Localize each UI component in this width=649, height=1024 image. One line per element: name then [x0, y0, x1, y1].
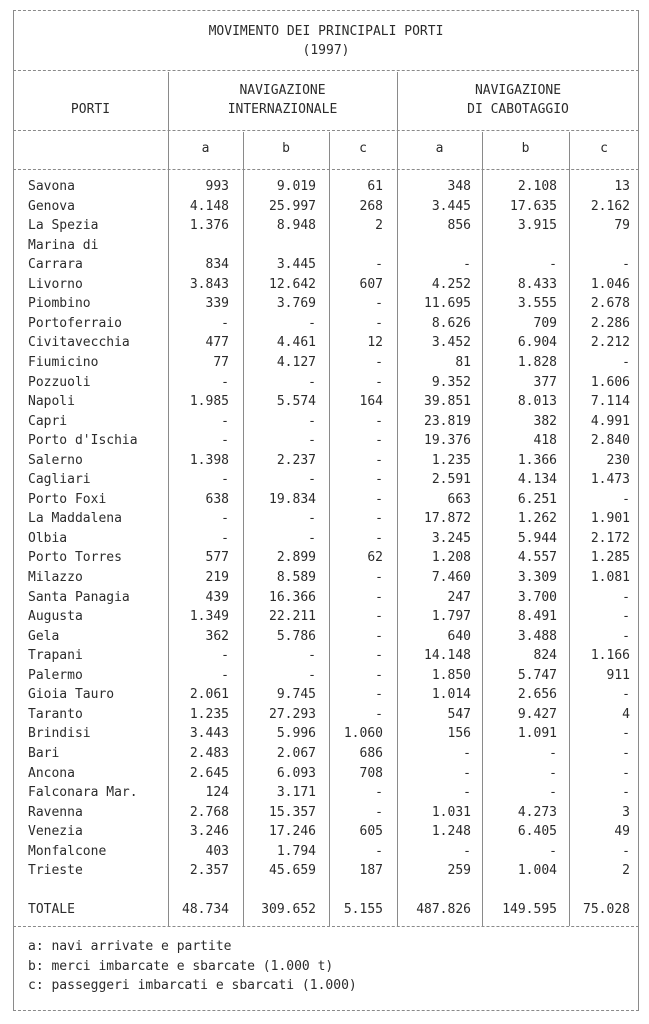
subheader-cab-c: c — [600, 141, 608, 156]
value-intl-a: 2.768 — [189, 804, 229, 820]
value-cab-b: 6.251 — [517, 491, 557, 507]
right-border — [638, 10, 639, 1010]
value-intl-a: 1.349 — [189, 609, 229, 625]
value-intl-c: - — [375, 413, 383, 429]
value-cab-a: 7.460 — [431, 570, 471, 585]
value-cab-b: 1.262 — [517, 511, 557, 527]
value-intl-c: 607 — [359, 276, 383, 292]
value-intl-b: 5.786 — [276, 628, 316, 644]
total-cab-c: 75.028 — [583, 902, 630, 917]
value-intl-c: - — [375, 296, 383, 312]
value-intl-b: 6.093 — [276, 765, 316, 781]
value-intl-c: 268 — [359, 198, 383, 214]
port-name: Genova — [28, 198, 75, 214]
value-cab-a: 1.248 — [431, 824, 471, 840]
legend-b: b: merci imbarcate e sbarcate (1.000 t) — [28, 959, 334, 974]
value-cab-b: 3.915 — [517, 218, 557, 234]
value-intl-b: 9.019 — [276, 179, 316, 194]
value-intl-a: 4.148 — [189, 198, 229, 214]
value-intl-b: 17.246 — [269, 824, 316, 840]
value-cab-c: - — [622, 745, 630, 761]
value-cab-c: - — [622, 843, 630, 859]
value-intl-a: 362 — [205, 628, 229, 644]
value-cab-b: 6.904 — [517, 335, 557, 351]
value-cab-a: - — [463, 843, 471, 859]
title-rule — [13, 70, 639, 71]
value-cab-a: 2.591 — [431, 472, 471, 488]
value-cab-c: - — [622, 785, 630, 801]
value-cab-a: - — [463, 765, 471, 781]
value-intl-b: - — [308, 374, 316, 390]
value-intl-c: - — [375, 804, 383, 820]
value-intl-a: 2.061 — [189, 687, 229, 703]
value-intl-c: - — [375, 785, 383, 801]
value-cab-b: 1.091 — [517, 726, 557, 742]
value-intl-b: 4.461 — [276, 335, 316, 351]
value-intl-a: 77 — [213, 354, 229, 370]
value-cab-a: 156 — [447, 726, 471, 742]
total-intl-b: 309.652 — [261, 902, 316, 917]
intl-header-line2: INTERNAZIONALE — [227, 102, 338, 117]
value-cab-a: 8.626 — [431, 315, 471, 331]
value-intl-b: 2.067 — [276, 745, 316, 761]
value-cab-c: 230 — [606, 452, 630, 468]
value-cab-c: - — [622, 726, 630, 742]
value-intl-b: - — [308, 511, 316, 527]
value-intl-b: 3.769 — [276, 296, 316, 312]
port-name: La Maddalena — [28, 511, 122, 527]
value-intl-c: - — [375, 472, 383, 488]
value-cab-b: 4.273 — [517, 804, 557, 820]
value-cab-a: 1.208 — [431, 550, 471, 566]
value-cab-c: 2.212 — [590, 335, 630, 351]
value-intl-a: 3.443 — [189, 726, 229, 742]
value-intl-a: 638 — [205, 491, 229, 507]
cab-header-line1: NAVIGAZIONE — [474, 83, 562, 98]
value-intl-a: 2.357 — [189, 863, 229, 879]
value-cab-a: 247 — [447, 589, 471, 605]
value-cab-b: 418 — [533, 433, 557, 449]
value-intl-b: 27.293 — [269, 706, 316, 722]
value-cab-c: 7.114 — [590, 394, 630, 410]
value-cab-b: 2.108 — [517, 179, 557, 194]
value-intl-c: - — [375, 354, 383, 370]
value-intl-a: 577 — [205, 550, 229, 566]
port-name: Augusta — [28, 609, 83, 625]
value-cab-b: 1.366 — [517, 452, 557, 468]
value-cab-a: 259 — [447, 863, 471, 879]
value-intl-a: 1.235 — [189, 706, 229, 722]
value-intl-a: 1.376 — [189, 218, 229, 234]
value-intl-c: 2 — [375, 218, 383, 234]
value-intl-c: - — [375, 628, 383, 644]
value-cab-b: 3.309 — [517, 570, 557, 585]
value-intl-b: 5.574 — [276, 394, 316, 410]
value-cab-b: 824 — [533, 648, 557, 664]
value-cab-b: 4.557 — [517, 550, 557, 566]
value-intl-c: - — [375, 315, 383, 331]
value-intl-b: - — [308, 413, 316, 429]
value-intl-b: 22.211 — [269, 609, 316, 625]
value-intl-c: 708 — [359, 765, 383, 781]
port-name: Falconara Mar. — [28, 785, 138, 801]
value-cab-a: 19.376 — [424, 433, 471, 449]
value-cab-a: 663 — [447, 491, 471, 507]
value-intl-b: 2.237 — [276, 452, 316, 468]
value-intl-c: 686 — [359, 745, 383, 761]
legend-c: c: passeggeri imbarcati e sbarcati (1.000) — [28, 978, 357, 993]
port-statistics-table — [13, 10, 639, 1012]
value-intl-b: 3.171 — [276, 785, 316, 801]
value-intl-a: 124 — [205, 785, 229, 801]
port-name: Gela — [28, 628, 60, 644]
port-name: Salerno — [28, 452, 83, 468]
value-intl-b: 2.899 — [276, 550, 316, 566]
value-cab-a: - — [463, 257, 471, 273]
value-cab-a: 14.148 — [424, 648, 471, 664]
value-intl-b: 12.642 — [269, 276, 316, 292]
port-name: Venezia — [28, 824, 83, 840]
value-intl-b: - — [308, 315, 316, 331]
value-intl-b: 1.794 — [276, 843, 316, 859]
port-name: Taranto — [28, 706, 83, 722]
top-rule — [13, 10, 639, 11]
value-cab-c: 4 — [622, 706, 630, 722]
value-intl-b: 5.996 — [276, 726, 316, 742]
port-name: Napoli — [28, 394, 75, 410]
value-cab-a: 3.245 — [431, 530, 471, 546]
value-intl-a: 2.645 — [189, 765, 229, 781]
port-name: Porto Torres — [28, 550, 122, 566]
value-intl-c: 605 — [359, 824, 383, 840]
value-cab-c: - — [622, 628, 630, 644]
value-cab-c: 4.991 — [590, 413, 630, 429]
value-cab-b: 2.656 — [517, 687, 557, 703]
port-name: Palermo — [28, 667, 83, 683]
value-intl-a: 439 — [205, 589, 229, 605]
value-intl-a: - — [221, 374, 229, 390]
value-intl-b: - — [308, 648, 316, 664]
ports-header: PORTI — [70, 102, 111, 117]
value-intl-a: 3.246 — [189, 824, 229, 840]
value-cab-b: 1.828 — [517, 354, 557, 370]
port-name: Marina di — [28, 237, 99, 253]
header-rule — [13, 130, 639, 131]
value-cab-a: 856 — [447, 218, 471, 234]
value-cab-b: 5.747 — [517, 667, 557, 683]
value-intl-b: 19.834 — [269, 491, 316, 507]
value-intl-a: 1.398 — [189, 452, 229, 468]
value-cab-c: 2 — [622, 863, 630, 879]
cab-header-line2: DI CABOTAGGIO — [467, 102, 569, 117]
port-name: Ravenna — [28, 804, 83, 820]
total-intl-a: 48.734 — [182, 902, 229, 917]
value-intl-c: - — [375, 433, 383, 449]
port-name: Portoferraio — [28, 315, 122, 331]
value-intl-c: - — [375, 667, 383, 683]
table-year: (1997) — [302, 43, 350, 58]
port-name: Porto d'Ischia — [28, 433, 138, 449]
value-intl-c: - — [375, 648, 383, 664]
value-intl-a: 3.843 — [189, 276, 229, 292]
subheader-intl-b: b — [282, 141, 290, 156]
value-intl-a: - — [221, 433, 229, 449]
subheader-cab-a: a — [435, 141, 444, 156]
port-name: Savona — [28, 179, 75, 194]
value-cab-a: 1.014 — [431, 687, 471, 703]
total-intl-c: 5.155 — [343, 902, 383, 917]
value-cab-b: 709 — [533, 315, 557, 331]
left-border — [13, 10, 14, 1010]
value-intl-c: - — [375, 609, 383, 625]
value-cab-b: 8.433 — [517, 276, 557, 292]
value-cab-b: 8.013 — [517, 394, 557, 410]
value-cab-b: 5.944 — [517, 530, 557, 546]
value-cab-a: - — [463, 745, 471, 761]
value-cab-a: 3.452 — [431, 335, 471, 351]
port-name: Bari — [28, 745, 60, 761]
intl-header-line1: NAVIGAZIONE — [239, 83, 326, 98]
value-intl-a: 2.483 — [189, 745, 229, 761]
value-cab-a: 547 — [447, 706, 471, 722]
value-cab-a: 348 — [447, 179, 471, 194]
value-cab-b: 17.635 — [510, 198, 557, 214]
value-intl-b: - — [308, 667, 316, 683]
value-cab-c: - — [622, 491, 630, 507]
value-intl-c: - — [375, 491, 383, 507]
value-cab-b: 8.491 — [517, 609, 557, 625]
value-cab-a: 39.851 — [424, 394, 471, 410]
value-intl-a: - — [221, 511, 229, 527]
total-cab-b: 149.595 — [502, 902, 557, 917]
subheader-cab-b: b — [521, 141, 530, 156]
value-cab-c: 1.473 — [590, 472, 630, 488]
value-intl-b: - — [308, 472, 316, 488]
value-cab-c: 1.081 — [590, 570, 630, 585]
value-cab-c: 13 — [614, 179, 630, 194]
value-intl-c: - — [375, 530, 383, 546]
value-intl-a: 993 — [205, 179, 229, 194]
total-label: TOTALE — [28, 902, 75, 917]
value-cab-a: - — [463, 785, 471, 801]
value-cab-b: 382 — [533, 413, 557, 429]
value-intl-c: 61 — [367, 179, 383, 194]
value-cab-a: 81 — [455, 354, 471, 370]
port-name: Milazzo — [28, 570, 83, 585]
value-intl-c: - — [375, 257, 383, 273]
value-intl-c: 62 — [367, 550, 383, 566]
value-intl-c: 164 — [359, 394, 383, 410]
value-intl-c: - — [375, 589, 383, 605]
value-cab-c: 1.285 — [590, 550, 630, 566]
value-cab-c: 911 — [606, 667, 630, 683]
port-name: Cagliari — [28, 472, 91, 488]
port-name: Gioia Tauro — [28, 687, 115, 703]
value-cab-b: - — [549, 257, 557, 273]
value-intl-c: - — [375, 452, 383, 468]
value-cab-c: 2.162 — [590, 198, 630, 214]
value-cab-a: 3.445 — [431, 198, 471, 214]
value-intl-c: - — [375, 570, 383, 585]
value-intl-a: 339 — [205, 296, 229, 312]
value-cab-c: - — [622, 765, 630, 781]
value-intl-c: - — [375, 687, 383, 703]
port-name: Pozzuoli — [28, 374, 91, 390]
value-intl-a: - — [221, 530, 229, 546]
value-intl-a: 219 — [205, 570, 229, 585]
value-cab-c: 2.840 — [590, 433, 630, 449]
value-intl-b: 15.357 — [269, 804, 316, 820]
subheader-intl-a: a — [201, 141, 210, 156]
port-name: Monfalcone — [28, 843, 107, 859]
value-cab-c: - — [622, 257, 630, 273]
value-intl-b: - — [308, 530, 316, 546]
value-cab-c: - — [622, 354, 630, 370]
port-name: Trieste — [28, 863, 83, 879]
value-intl-b: - — [308, 433, 316, 449]
value-cab-b: 377 — [533, 374, 557, 390]
value-intl-a: 834 — [205, 257, 229, 273]
value-cab-a: 1.850 — [431, 667, 471, 683]
value-cab-c: 1.606 — [590, 374, 630, 390]
value-cab-a: 1.031 — [431, 804, 471, 820]
value-intl-b: 8.948 — [276, 218, 316, 234]
port-name: Porto Foxi — [28, 491, 107, 507]
value-cab-b: - — [549, 765, 557, 781]
value-intl-a: - — [221, 472, 229, 488]
port-name: Civitavecchia — [28, 335, 130, 351]
value-cab-c: 1.166 — [590, 648, 630, 664]
total-cab-a: 487.826 — [416, 902, 471, 917]
bottom-rule — [13, 1010, 639, 1011]
value-cab-b: - — [549, 785, 557, 801]
value-cab-c: 3 — [622, 804, 630, 820]
port-name: Olbia — [28, 530, 68, 546]
value-cab-a: 9.352 — [431, 374, 471, 390]
value-intl-a: - — [221, 315, 229, 331]
value-cab-b: 1.004 — [517, 863, 557, 879]
value-intl-c: 12 — [367, 335, 383, 351]
value-cab-b: 3.555 — [517, 296, 557, 312]
value-intl-a: - — [221, 667, 229, 683]
value-intl-a: 1.985 — [189, 394, 229, 410]
value-cab-a: 640 — [447, 628, 471, 644]
port-name: La Spezia — [28, 218, 99, 234]
table-bottom-rule — [13, 926, 639, 927]
value-cab-a: 11.695 — [424, 296, 471, 312]
port-name: Trapani — [28, 648, 83, 664]
value-cab-c: 2.286 — [590, 315, 630, 331]
value-cab-c: 49 — [614, 824, 630, 840]
port-name: Fiumicino — [28, 354, 99, 370]
value-cab-a: 1.797 — [431, 609, 471, 625]
legend-a: a: navi arrivate e partite — [28, 939, 232, 954]
value-cab-a: 1.235 — [431, 452, 471, 468]
value-cab-b: 6.405 — [517, 824, 557, 840]
port-name: Livorno — [28, 276, 83, 292]
value-cab-a: 17.872 — [424, 511, 471, 527]
value-cab-b: - — [549, 745, 557, 761]
value-intl-c: - — [375, 843, 383, 859]
value-cab-c: - — [622, 687, 630, 703]
table-title: MOVIMENTO DEI PRINCIPALI PORTI — [208, 24, 444, 39]
value-intl-a: 477 — [205, 335, 229, 351]
port-name: Santa Panagia — [28, 589, 130, 605]
port-name: Carrara — [28, 257, 83, 273]
value-cab-c: 79 — [614, 218, 630, 234]
value-intl-a: 403 — [205, 843, 229, 859]
value-intl-b: 4.127 — [276, 354, 316, 370]
port-name: Brindisi — [28, 726, 91, 742]
value-intl-b: 3.445 — [276, 257, 316, 273]
subheader-rule — [13, 169, 639, 170]
value-cab-c: - — [622, 589, 630, 605]
value-cab-a: 4.252 — [431, 276, 471, 292]
value-cab-a: 23.819 — [424, 413, 471, 429]
value-cab-b: 3.700 — [517, 589, 557, 605]
value-intl-c: 187 — [359, 863, 383, 879]
port-name: Piombino — [28, 296, 91, 312]
port-name: Ancona — [28, 765, 75, 781]
value-cab-c: 1.901 — [590, 511, 630, 527]
value-cab-c: - — [622, 609, 630, 625]
value-intl-b: 16.366 — [269, 589, 316, 605]
value-intl-c: - — [375, 706, 383, 722]
value-intl-a: - — [221, 648, 229, 664]
value-cab-b: 3.488 — [517, 628, 557, 644]
value-cab-c: 2.172 — [590, 530, 630, 546]
value-cab-c: 1.046 — [590, 276, 630, 292]
port-name: Capri — [28, 413, 68, 429]
value-intl-c: - — [375, 374, 383, 390]
value-cab-c: 2.678 — [590, 296, 630, 312]
subheader-intl-c: c — [359, 141, 367, 156]
value-cab-b: 9.427 — [517, 706, 557, 722]
value-intl-b: 25.997 — [269, 198, 316, 214]
value-cab-b: 4.134 — [517, 472, 557, 488]
value-intl-c: 1.060 — [343, 726, 383, 742]
value-intl-b: 9.745 — [276, 687, 316, 703]
value-cab-b: - — [549, 843, 557, 859]
value-intl-b: 45.659 — [269, 863, 316, 879]
value-intl-c: - — [375, 511, 383, 527]
value-intl-a: - — [221, 413, 229, 429]
value-intl-b: 8.589 — [276, 570, 316, 585]
